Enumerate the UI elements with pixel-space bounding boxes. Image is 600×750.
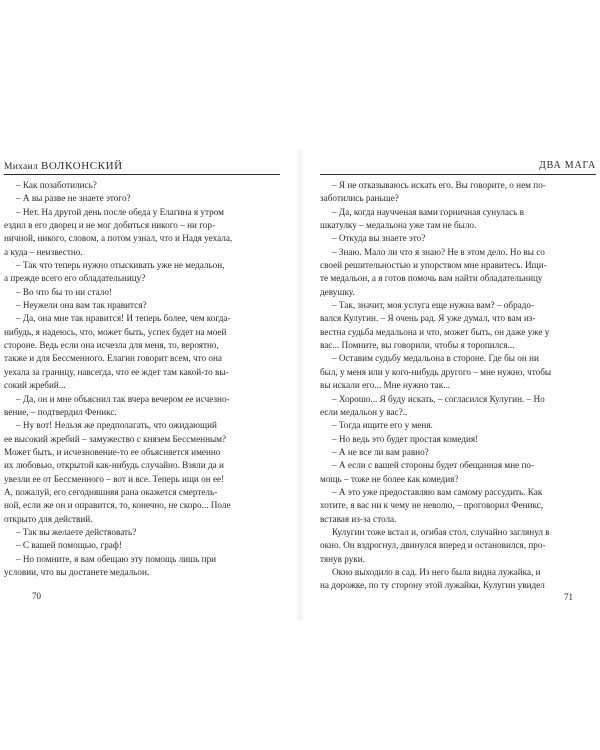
text-line: окно. Он вздрогнул, двинулся вперед и остановился, про- xyxy=(320,540,546,551)
text-line: – А если с вашей стороны будет обещанная мне по- xyxy=(332,460,535,471)
text-line: увезли ее от Бессменного – вот и все. Теперь ищи он ее! xyxy=(4,473,225,484)
text-line: – Тогда ищите его у меня. xyxy=(332,420,433,431)
text-line: – Да, когда научченая вами горничная сунулась в xyxy=(332,206,524,217)
text-line: – А не все ли вам равно? xyxy=(332,446,429,457)
text-line: – Так что теперь нужно отыскивать уже не медальон, xyxy=(16,260,225,271)
text-line: вставая из-за стола. xyxy=(320,513,397,524)
text-line: а куда – неизвестно. xyxy=(4,246,83,257)
left-page-number: 70 xyxy=(32,591,41,601)
text-line: шкатулку – медальона уже там не было. xyxy=(320,220,477,231)
right-page-text xyxy=(320,179,596,593)
text-line: те медальон, а я готов помочь вам найти обладательницу xyxy=(320,273,543,284)
text-line: девушку. xyxy=(320,286,355,297)
text-line: – Откуда вы знаете это? xyxy=(332,233,426,244)
text-line: – Да, он и мне объяснил так вчера вечером ее исчезно- xyxy=(16,393,230,404)
text-line: вы искали его... Мне нужно так... xyxy=(320,380,451,391)
text-line: – Хорошо... Я буду искать, – согласился Кулугин. – Но xyxy=(332,393,545,404)
text-line: Кулугин тоже встал и, огибая стол, случайно заглянул в xyxy=(332,526,550,537)
text-line: стороне. Ведь если она исчезла для меня, то, вероятно, xyxy=(4,340,219,351)
text-line: – Оставим судьбу медальона в стороне. Где бы он ни xyxy=(332,353,539,364)
text-line: – С вашей помощью, граф! xyxy=(16,540,122,551)
text-line: также и для Бессменного. Елагин говорит всем, что она xyxy=(4,353,223,364)
text-line: вался Кулугин. – Я очень рад. Я уже думал, что вам из- xyxy=(320,313,536,324)
text-line: условии, что вы достанете медальон. xyxy=(4,566,150,577)
right-page xyxy=(320,160,596,593)
text-line: заботились раньше? xyxy=(320,193,399,204)
left-page xyxy=(4,160,280,579)
text-line: ездил в его дворец и не мог добиться никого – ни гор- xyxy=(4,220,216,231)
page-gutter xyxy=(296,150,304,620)
text-line: открыто для действий. xyxy=(4,513,93,524)
text-line: – Неужели она вам так нравится? xyxy=(16,300,147,311)
text-line: ной, если же он и оправится, то, конечно, не скоро... Поле xyxy=(4,500,231,511)
text-line: своей решительностью и упорством мне нравитесь. Ищи- xyxy=(320,260,547,271)
text-line: ничной, никого, словом, а потом узнал, что и Надя уехала, xyxy=(4,233,233,244)
text-line: – Но ведь это будет простая комедия! xyxy=(332,433,479,444)
text-line: – Нет. На другой день после обеда у Елагина я утром xyxy=(16,206,224,217)
text-line: Окно выходило в сад. Из него была видна лужайка, и xyxy=(332,566,541,577)
text-line: – А это уже предоставляю вам самому рассудить. Как xyxy=(332,486,543,497)
text-line: – Но помните, я вам обещаю эту помощь лишь при xyxy=(16,553,217,564)
left-running-head xyxy=(4,160,280,175)
text-line: их любовью, открытой как-нибудь случайно. Взяли да и xyxy=(4,460,224,471)
text-line: сокий жребий... xyxy=(4,380,66,391)
text-line: вестна судьба медальона и что, может быть, он даже уже у xyxy=(320,326,550,337)
text-line: вение, – подтвердил Феникс. xyxy=(4,406,117,417)
text-line: нибудь, я надеюсь, что, может быть, успех будет на моей xyxy=(4,326,227,337)
right-running-head: ДВА МАГА xyxy=(320,160,596,175)
author-last-name: ВОЛКОНСКИЙ xyxy=(41,160,123,172)
text-line: ее высокий жребий – замужество с князем Бессменным? xyxy=(4,433,227,444)
text-line: – А вы разве не знаете этого? xyxy=(16,193,131,204)
text-line: на дорожке, по ту сторону этой лужайки, Кулугин увидел xyxy=(320,580,545,591)
text-line: хотите, я вас ни к чему не неволю, – проговорил Феникс, xyxy=(320,500,544,511)
text-line: – Как позаботились? xyxy=(16,180,97,190)
text-line: тянув руки. xyxy=(320,553,366,564)
text-line: – Знаю. Мало ли что я знаю? Не в этом дело. Но вы со xyxy=(332,246,545,257)
text-line: А, пожалуй, его сегодняшняя рана окажется смертель- xyxy=(4,486,218,497)
right-page-number: 71 xyxy=(564,592,573,602)
text-line: был, у меня или у кого-нибудь другого – мне нужно, чтобы xyxy=(320,366,552,377)
text-line: – Во что бы то ни стало! xyxy=(16,286,112,297)
text-line: если медальон у вас?.. xyxy=(320,406,408,417)
text-line: – Да, она мне так нравится! И теперь более, чем когда- xyxy=(16,313,231,324)
text-line: мощь – тоже не более как комедия? xyxy=(320,473,459,484)
text-line: Может быть, и исчезновение-то ее объясняется именно xyxy=(4,446,221,457)
text-line: – Так, значит, моя услуга еще нужна вам? – обрадо- xyxy=(332,300,535,311)
text-line: а прежде всего его обладательницу? xyxy=(4,273,146,284)
left-page-text xyxy=(4,179,280,579)
text-line: – Я не отказываюсь искать его. Вы говорите, о нем по- xyxy=(332,180,546,190)
text-line: уехала за границу, навсегда, что ее ждет там какой-то вы- xyxy=(4,366,229,377)
author-first-name: Михаил xyxy=(4,162,38,172)
text-line: вас... Помните, вы говорили, чтобы я торопился... xyxy=(320,340,515,351)
text-line: – Так вы желаете действовать? xyxy=(16,526,137,537)
text-line: – Ну вот! Нельзя же предполагать, что ожидающий xyxy=(16,420,217,431)
